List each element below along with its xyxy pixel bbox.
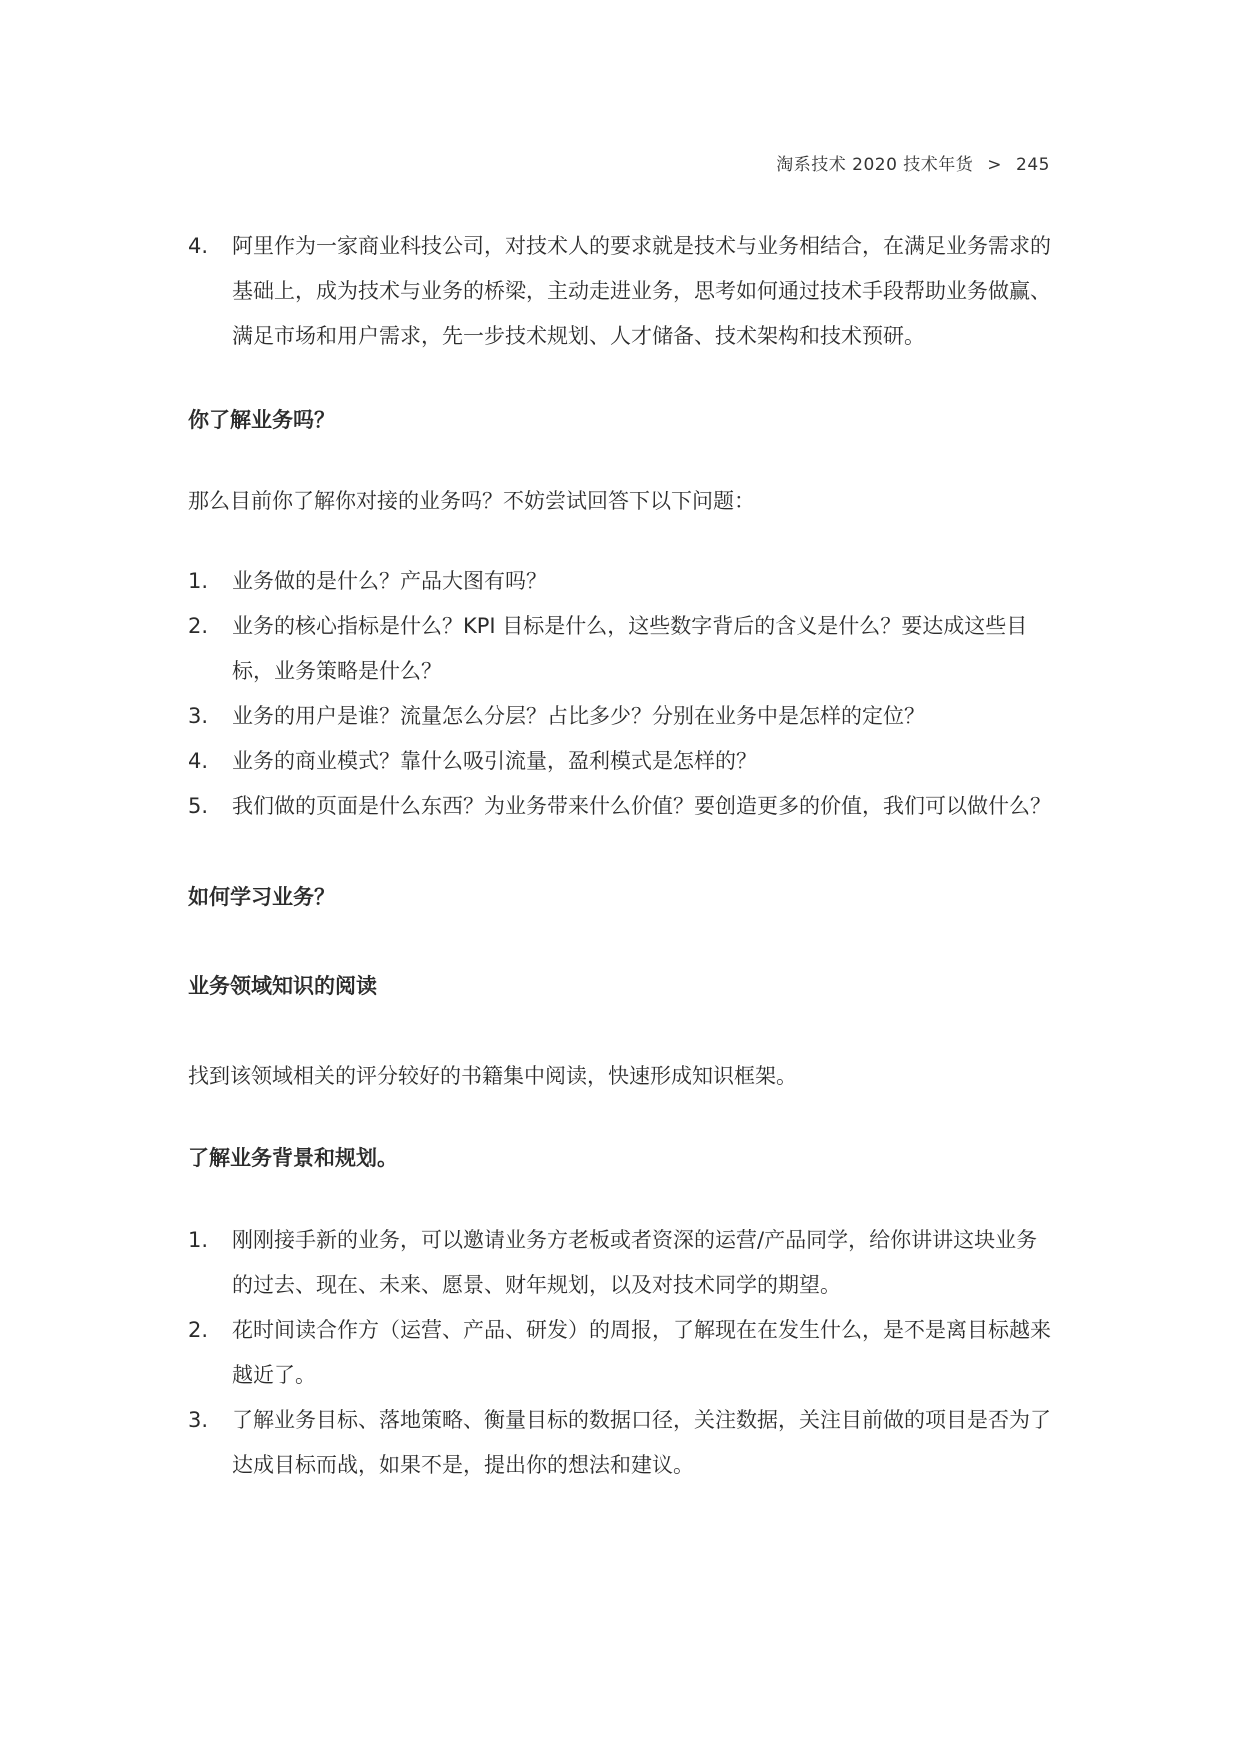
- list-number: 3.: [188, 1408, 209, 1432]
- list-number: 1.: [188, 569, 209, 593]
- background-list: [188, 1218, 1052, 1488]
- list-item: [188, 559, 1052, 604]
- list-text: 业务的商业模式？靠什么吸引流量，盈利模式是怎样的？: [232, 749, 757, 773]
- list-text: 阿里作为一家商业科技公司，对技术人的要求就是技术与业务相结合，在满足业务需求的基础上，成为技术与业务的桥梁，主动走进业务，思考如何通过技术手段帮助业务做赢、满足市场和用户需求，先一步技术规划、人才储备、技术架构和技术预研。: [232, 234, 1051, 348]
- list-item: [188, 694, 1052, 739]
- list-number: 5.: [188, 794, 209, 818]
- list-number: 3.: [188, 704, 209, 728]
- list-item: [188, 1218, 1052, 1308]
- list-item: [188, 1308, 1052, 1398]
- question-list: [188, 559, 1052, 829]
- section-intro: 那么目前你了解你对接的业务吗？不妨尝试回答下以下问题：: [188, 489, 755, 513]
- list-item: [188, 784, 1052, 829]
- header-separator: >: [987, 155, 1003, 175]
- list-text: 业务做的是什么？产品大图有吗？: [232, 569, 547, 593]
- list-item: [188, 739, 1052, 784]
- list-text: 我们做的页面是什么东西？为业务带来什么价值？要创造更多的价值，我们可以做什么？: [232, 794, 1051, 818]
- list-text: 业务的用户是谁？流量怎么分层？占比多少？分别在业务中是怎样的定位？: [232, 704, 925, 728]
- list-number: 4.: [188, 749, 209, 773]
- section-heading-understand-business: 你了解业务吗？: [188, 408, 335, 432]
- subsection-heading-domain-reading: 业务领域知识的阅读: [188, 974, 377, 998]
- list-item: [188, 224, 1052, 359]
- list-number: 2.: [188, 614, 209, 638]
- running-header: [776, 150, 1050, 175]
- list-number: 1.: [188, 1228, 209, 1252]
- list-text: 刚刚接手新的业务，可以邀请业务方老板或者资深的运营/产品同学，给你讲讲这块业务的过去、现在、未来、愿景、财年规划，以及对技术同学的期望。: [232, 1228, 1038, 1297]
- section-heading-learn-business: 如何学习业务？: [188, 885, 335, 909]
- page-content: [188, 224, 1052, 1488]
- list-text: 了解业务目标、落地策略、衡量目标的数据口径，关注数据，关注目前做的项目是否为了达成目标而战，如果不是，提出你的想法和建议。: [232, 1408, 1051, 1477]
- book-title: 淘系技术 2020 技术年货: [776, 155, 974, 175]
- list-text: 花时间读合作方（运营、产品、研发）的周报，了解现在在发生什么，是不是离目标越来越近了。: [232, 1318, 1051, 1387]
- list-item: [188, 1398, 1052, 1488]
- list-text: 业务的核心指标是什么？KPI 目标是什么，这些数字背后的含义是什么？要达成这些目标，业务策略是什么？: [232, 614, 1028, 683]
- intro-list: [188, 224, 1052, 359]
- domain-reading-text: 找到该领域相关的评分较好的书籍集中阅读，快速形成知识框架。: [188, 1064, 797, 1088]
- subsection-heading-background-planning: 了解业务背景和规划。: [188, 1146, 398, 1170]
- page-number: 245: [1016, 155, 1050, 175]
- list-number: 2.: [188, 1318, 209, 1342]
- list-number: 4.: [188, 234, 209, 258]
- list-item: [188, 604, 1052, 694]
